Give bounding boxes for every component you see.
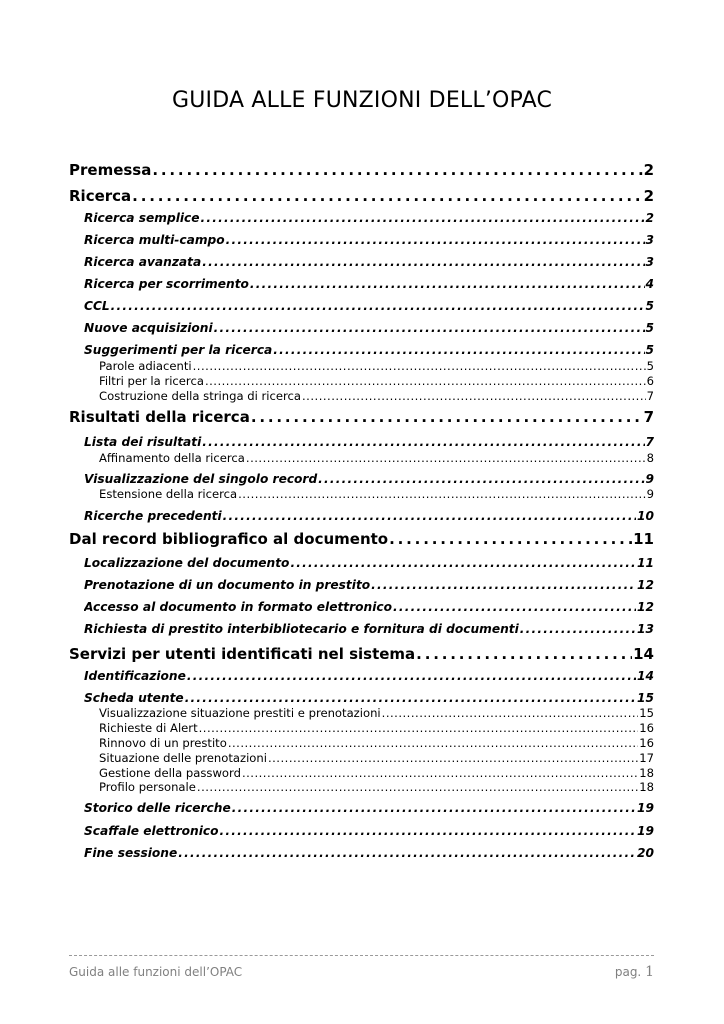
footer-divider	[69, 955, 654, 956]
toc-entry[interactable]	[84, 435, 654, 449]
toc-entry-label: Richieste di Alert	[99, 721, 198, 735]
toc-entry-label: Ricerca multi-campo	[84, 233, 225, 247]
toc-entry[interactable]	[84, 321, 654, 335]
toc-entry-page: 18	[639, 766, 654, 780]
toc-entry-label: Storico delle ricerche	[84, 801, 231, 815]
toc-entry[interactable]	[69, 187, 654, 205]
toc-entry-page: 11	[637, 556, 654, 570]
dot-leader	[268, 751, 638, 765]
dot-leader	[393, 600, 636, 614]
dot-leader	[302, 389, 646, 403]
toc-entry[interactable]	[84, 211, 654, 225]
toc-entry-label: Ricerca	[69, 187, 132, 205]
toc-entry[interactable]	[84, 846, 654, 860]
toc-entry[interactable]	[99, 751, 654, 765]
toc-entry-page: 5	[646, 359, 654, 373]
toc-entry[interactable]	[84, 299, 654, 313]
toc-entry-label: Richiesta di prestito interbibliotecario e fornitura di documenti	[84, 622, 519, 636]
dot-leader	[219, 824, 636, 838]
toc-entry-page: 19	[637, 824, 654, 838]
toc-entry-page: 17	[639, 751, 654, 765]
dot-leader	[111, 299, 645, 313]
toc-entry-page: 20	[637, 846, 654, 860]
dot-leader	[132, 187, 642, 205]
dot-leader	[238, 487, 645, 501]
toc-entry-page: 19	[637, 801, 654, 815]
toc-entry-label: Rinnovo di un prestito	[99, 736, 227, 750]
toc-entry-label: Localizzazione del documento	[84, 556, 290, 570]
dot-leader	[520, 622, 636, 636]
toc-entry[interactable]	[84, 509, 654, 523]
toc-entry-label: Affinamento della ricerca	[99, 451, 245, 465]
toc-entry-page: 8	[646, 451, 654, 465]
footer-page-prefix: pag.	[614, 965, 642, 979]
toc-entry-page: 5	[645, 299, 654, 313]
toc-entry-page: 4	[645, 277, 654, 291]
footer-title: Guida alle funzioni dell’OPAC	[69, 965, 243, 979]
toc-entry-page: 11	[633, 530, 654, 548]
toc-entry-label: Prenotazione di un documento in prestito	[84, 578, 371, 592]
dot-leader	[226, 233, 645, 247]
toc-entry[interactable]	[69, 530, 654, 548]
toc-entry-label: Filtri per la ricerca	[99, 374, 204, 388]
toc-entry-label: Nuove acquisizioni	[84, 321, 213, 335]
dot-leader	[318, 472, 644, 486]
toc-entry-label: Situazione delle prenotazioni	[99, 751, 267, 765]
toc-entry[interactable]	[84, 233, 654, 247]
toc-entry-page: 2	[645, 211, 654, 225]
dot-leader	[205, 374, 646, 388]
dot-leader	[178, 846, 636, 860]
dot-leader	[290, 556, 636, 570]
toc-entry-page: 12	[637, 600, 654, 614]
toc-entry-label: CCL	[84, 299, 110, 313]
dot-leader	[273, 343, 644, 357]
toc-entry-page: 2	[643, 161, 654, 179]
toc-entry-label: Costruzione della stringa di ricerca	[99, 389, 302, 403]
toc-entry-page: 7	[643, 408, 654, 426]
toc-entry-page: 10	[637, 509, 654, 523]
toc-entry[interactable]	[84, 578, 654, 592]
toc-entry-label: Premessa	[69, 161, 152, 179]
toc-entry-page: 6	[646, 374, 654, 388]
toc-entry[interactable]	[99, 487, 654, 501]
footer-page-value: 1	[645, 964, 654, 980]
toc-entry[interactable]	[84, 556, 654, 570]
toc-entry[interactable]	[84, 343, 654, 357]
toc-entry-label: Suggerimenti per la ricerca	[84, 343, 273, 357]
toc-entry[interactable]	[99, 451, 654, 465]
toc-entry-label: Servizi per utenti identificati nel sistema	[69, 645, 416, 663]
toc-entry[interactable]	[99, 706, 654, 720]
toc-entry-label: Ricerca semplice	[84, 211, 200, 225]
toc-entry-page: 2	[643, 187, 654, 205]
toc-entry-page: 14	[637, 669, 654, 683]
dot-leader	[185, 691, 636, 705]
dot-leader	[199, 721, 639, 735]
dot-leader	[197, 780, 638, 794]
toc-entry-page: 9	[645, 472, 654, 486]
toc-entry[interactable]	[84, 824, 654, 838]
toc-entry-label: Ricerche precedenti	[84, 509, 222, 523]
toc-entry-page: 14	[633, 645, 654, 663]
dot-leader	[152, 161, 642, 179]
toc-entry-page: 3	[645, 255, 654, 269]
toc-entry-label: Accesso al documento in formato elettronico	[84, 600, 392, 614]
toc-entry-page: 15	[637, 691, 654, 705]
toc-entry[interactable]	[69, 161, 654, 179]
toc-entry-page: 13	[637, 622, 654, 636]
dot-leader	[214, 321, 645, 335]
toc-entry[interactable]	[99, 780, 654, 794]
toc-entry-label: Gestione della password	[99, 766, 241, 780]
toc-entry[interactable]	[84, 255, 654, 269]
toc-entry-label: Scaffale elettronico	[84, 824, 219, 838]
toc-entry-label: Lista dei risultati	[84, 435, 202, 449]
toc-entry-label: Dal record bibliografico al documento	[69, 530, 389, 548]
toc-entry[interactable]	[84, 801, 654, 815]
dot-leader	[187, 669, 636, 683]
toc-entry[interactable]	[69, 408, 654, 426]
dot-leader	[382, 706, 639, 720]
toc-entry[interactable]	[84, 277, 654, 291]
dot-leader	[389, 530, 632, 548]
toc-entry[interactable]	[99, 721, 654, 735]
dot-leader	[371, 578, 636, 592]
toc-entry-page: 18	[639, 780, 654, 794]
toc-entry[interactable]	[99, 766, 654, 780]
toc-entry-page: 12	[637, 578, 654, 592]
toc-entry-label: Scheda utente	[84, 691, 184, 705]
toc-entry[interactable]	[69, 645, 654, 663]
toc-entry-page: 9	[646, 487, 654, 501]
toc-entry[interactable]	[84, 600, 654, 614]
toc-entry-label: Visualizzazione del singolo record	[84, 472, 318, 486]
toc-entry-label: Parole adiacenti	[99, 359, 192, 373]
toc-entry[interactable]	[99, 389, 654, 403]
toc-entry-page: 16	[639, 721, 654, 735]
toc-entry-page: 3	[645, 233, 654, 247]
toc-entry-label: Visualizzazione situazione prestiti e prenotazioni	[99, 706, 381, 720]
toc-entry-page: 7	[645, 435, 654, 449]
dot-leader	[416, 645, 632, 663]
document-title: GUIDA ALLE FUNZIONI DELL’OPAC	[171, 88, 553, 113]
dot-leader	[202, 435, 644, 449]
toc-entry-label: Fine sessione	[84, 846, 178, 860]
toc-entry[interactable]	[99, 359, 654, 373]
dot-leader	[246, 451, 646, 465]
dot-leader	[242, 766, 638, 780]
dot-leader	[202, 255, 644, 269]
dot-leader	[251, 408, 643, 426]
toc-entry-label: Risultati della ricerca	[69, 408, 250, 426]
dot-leader	[228, 736, 638, 750]
toc-entry[interactable]	[99, 374, 654, 388]
toc-entry-page: 16	[639, 736, 654, 750]
toc-entry-label: Identificazione	[84, 669, 186, 683]
toc-entry-page: 15	[639, 706, 654, 720]
footer-page-number	[560, 964, 654, 980]
toc-entry-label: Profilo personale	[99, 780, 196, 794]
toc-entry[interactable]	[84, 472, 654, 486]
toc-entry-label: Estensione della ricerca	[99, 487, 238, 501]
toc-entry-page: 5	[645, 343, 654, 357]
toc-entry[interactable]	[84, 622, 654, 636]
dot-leader	[193, 359, 646, 373]
dot-leader	[201, 211, 645, 225]
toc-entry-label: Ricerca per scorrimento	[84, 277, 249, 291]
toc-entry[interactable]	[84, 691, 654, 705]
dot-leader	[232, 801, 636, 815]
dot-leader	[250, 277, 645, 291]
toc-entry[interactable]	[99, 736, 654, 750]
toc-entry-page: 5	[645, 321, 654, 335]
dot-leader	[223, 509, 636, 523]
toc-entry-page: 7	[646, 389, 654, 403]
toc-entry[interactable]	[84, 669, 654, 683]
toc-entry-label: Ricerca avanzata	[84, 255, 202, 269]
